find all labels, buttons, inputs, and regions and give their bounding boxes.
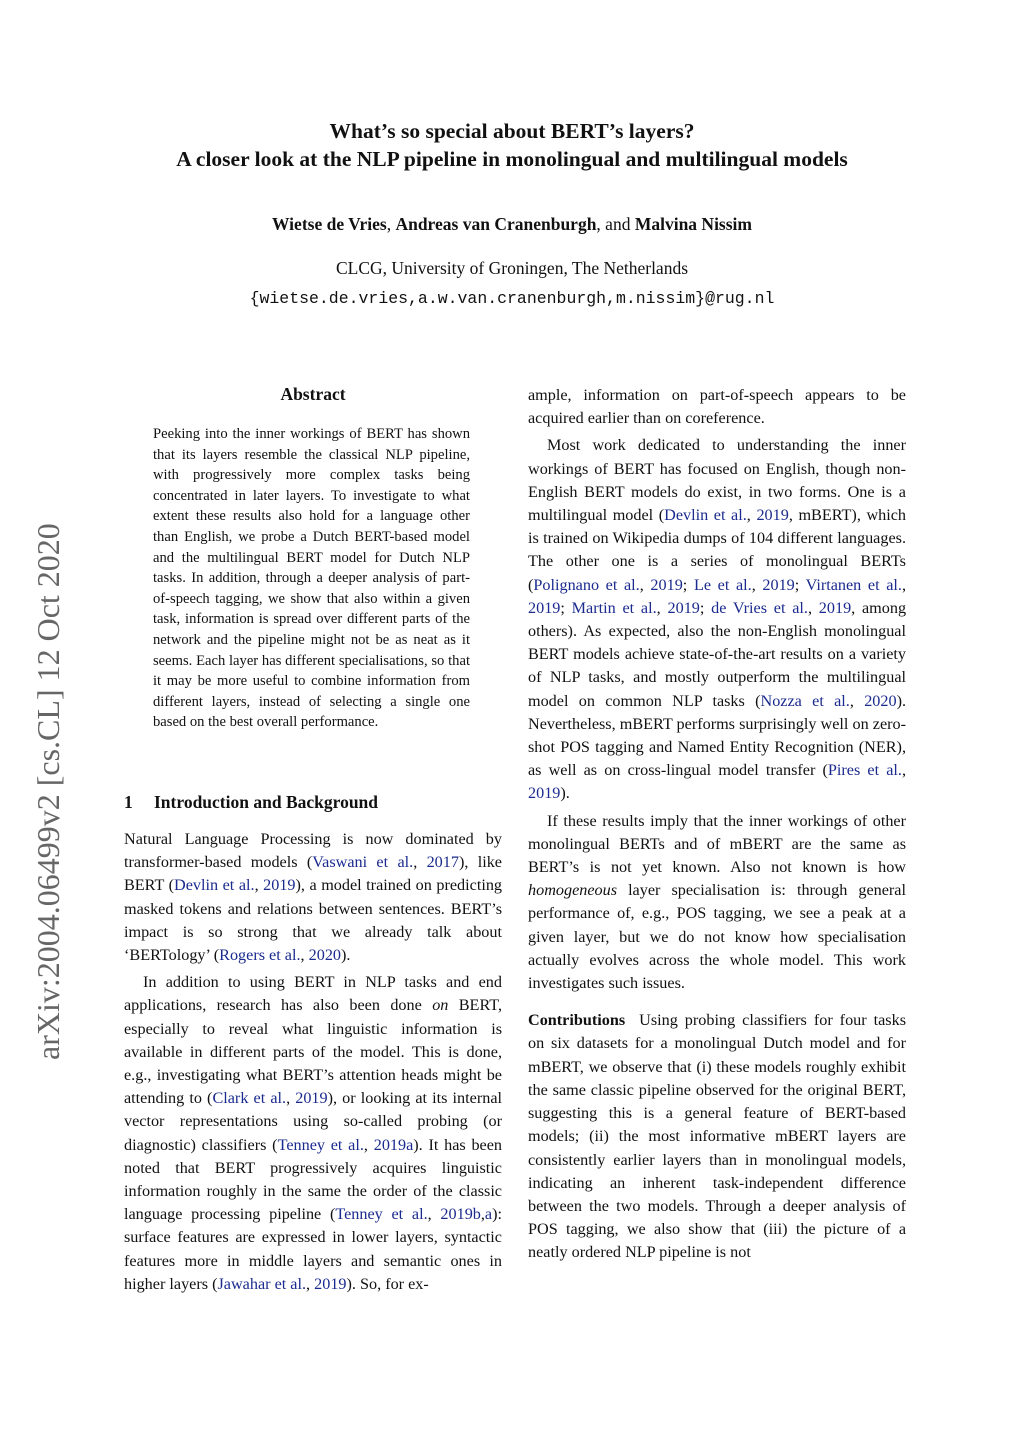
paragraph	[528, 384, 906, 430]
citation-link[interactable]: Tenney et al.	[335, 1205, 428, 1224]
text-run: , among others). As expected, also the non-English monolingual BERT models achieve state-of-the-art results on a variety of NLP tasks, and mostly outperform the multilingual model on common NLP tasks (	[528, 598, 907, 710]
citation-link[interactable]: Rogers et al.	[219, 946, 301, 965]
left-column	[124, 828, 502, 1300]
citation-link[interactable]: 2019	[650, 575, 683, 594]
citation-link[interactable]: 2019	[818, 598, 852, 617]
paper-title	[0, 117, 1024, 173]
emphasis: on	[432, 996, 449, 1015]
arxiv-identifier: arXiv:2004.06499v2 [cs.CL] 12 Oct 2020	[30, 523, 66, 1060]
text-run: layer specialisation is: through general performance of, e.g., POS tagging, we see a peak at a given layer, but we do not know how specialisation actually evolves across the whole model. This work investigates such issues.	[528, 881, 906, 993]
paragraph	[528, 810, 906, 996]
right-column	[528, 384, 906, 1269]
citation-link[interactable]: Nozza et al.	[760, 691, 850, 710]
text-run: ,	[427, 1205, 441, 1224]
citation-link[interactable]: 2019	[263, 876, 296, 895]
affiliation: CLCG, University of Groningen, The Netherlands	[335, 258, 689, 278]
title-line-2: A closer look at the NLP pipeline in monolingual and multilingual models	[176, 147, 848, 171]
text-run: ,	[300, 946, 309, 965]
citation-link[interactable]: Polignano et al.	[533, 575, 640, 594]
text-run: ;	[682, 575, 694, 594]
paragraph	[528, 434, 906, 805]
citation-link[interactable]: 2019	[528, 784, 561, 803]
text-run: ,	[639, 575, 651, 594]
text-run: ,	[306, 1274, 315, 1293]
text-run: ;	[560, 598, 572, 617]
paragraph	[124, 828, 502, 967]
text-run: ). Nevertheless, mBERT performs surprisingly well on zero-shot POS tagging and Named Entity Recognition (NER), as well as on cross-lingual model transfer (	[528, 691, 907, 780]
text-run: ). It has been noted that BERT progressively acquires linguistic information roughly in the same the order of the classic language processing pipeline (	[124, 1135, 503, 1224]
text-run: ), a model trained on predicting masked tokens and relations between sentences. BERT’s impact is so strong that we already talk about ‘BERTology’ (	[124, 876, 503, 965]
text-run: ), like BERT (	[124, 853, 502, 895]
text-run: ,	[286, 1089, 296, 1108]
text-run: ,	[656, 598, 668, 617]
run-in-heading: Contributions	[528, 1011, 626, 1030]
citation-link[interactable]: Martin et al.	[571, 598, 657, 617]
text-run: ,	[254, 876, 264, 895]
text-run: ample, information on part-of-speech appears to be acquired earlier than on coreference.	[528, 386, 906, 428]
text-run: ,	[413, 853, 427, 872]
section-title: Introduction and Background	[154, 792, 379, 812]
author-1: Wietse de Vries	[272, 214, 387, 234]
text-run: In addition to using BERT in NLP tasks and end applications, research has also been done	[124, 973, 502, 1015]
author-3: Malvina Nissim	[634, 214, 752, 234]
text-run: ).	[341, 946, 351, 965]
text-run: ).	[560, 784, 570, 803]
text-run: ,	[751, 575, 763, 594]
citation-link[interactable]: Clark et al.	[212, 1089, 287, 1108]
text-run: ,	[901, 575, 907, 594]
text-run: ,	[849, 691, 865, 710]
citation-link[interactable]: 2019	[756, 506, 789, 525]
citation-link[interactable]: de Vries et al.	[711, 598, 808, 617]
text-run: ,	[807, 598, 819, 617]
paragraph	[124, 971, 502, 1296]
author-emails: {wietse.de.vries,a.w.van.cranenburgh,m.nissim}@rug.nl	[249, 289, 775, 308]
citation-link[interactable]: Jawahar et al.	[217, 1274, 307, 1293]
citation-link[interactable]: 2019	[314, 1274, 347, 1293]
citation-link[interactable]: Devlin et al.	[174, 876, 255, 895]
text-run: ;	[699, 598, 712, 617]
text-run: Natural Language Processing is now dominated by transformer-based models (	[124, 830, 502, 872]
citation-link[interactable]: 2019b	[440, 1205, 481, 1224]
text-run: ). So, for ex-	[346, 1274, 429, 1293]
section-heading	[124, 790, 502, 814]
text-run: , mBERT), which is trained on Wikipedia dumps of 104 different languages. The other one is a series of monolingual BERTs (	[528, 506, 907, 594]
citation-link[interactable]: 2019a	[373, 1135, 414, 1154]
text-run: ,	[480, 1205, 485, 1224]
author-2: Andreas van Cranenburgh	[395, 214, 597, 234]
citation-link[interactable]: 2020	[864, 691, 897, 710]
text-run: ), or looking at its internal vector representations using so-called probing (or diagnostic) classifiers (	[124, 1089, 502, 1154]
citation-link[interactable]: 2017	[426, 853, 459, 872]
citation-link[interactable]: Vaswani et al.	[312, 853, 414, 872]
text-run: ,	[363, 1135, 374, 1154]
emphasis: homogeneous	[528, 881, 618, 900]
text-run: ,	[746, 506, 757, 525]
author-list	[0, 212, 1024, 236]
citation-link[interactable]: Tenney et al.	[277, 1135, 364, 1154]
citation-link[interactable]: 2019	[667, 598, 700, 617]
text-run: ): surface features are expressed in lower layers, syntactic features more in middle layers and semantic ones in higher layers (	[124, 1205, 502, 1293]
text-run: If these results imply that the inner workings of other monolingual BERTs and of mBERT are the same as BERT’s is not yet known. Also not known is how	[528, 811, 906, 877]
abstract-heading: Abstract	[280, 384, 346, 404]
text-run: Using probing classifiers for four tasks on six datasets for a monolingual Dutch model and for mBERT, we observe that (i) these models roughly exhibit the same classic pipeline observed for the original BERT, suggesting this is a general feature of BERT-based models; (ii) the most informative mBERT layers are consistently earlier layers than in monolingual models, indicating an inherent task-independent difference between the two models. Through a deeper analysis of POS tagging, we also show that (iii) the picture of a neatly ordered NLP pipeline is not	[528, 1011, 906, 1262]
author-separator: , and	[596, 214, 635, 234]
citation-link[interactable]: 2019	[762, 575, 795, 594]
paragraph-contributions	[528, 1009, 906, 1264]
text-run: ,	[901, 761, 906, 780]
citation-link[interactable]: 2019	[295, 1089, 328, 1108]
author-separator: ,	[386, 214, 396, 234]
citation-link[interactable]: 2020	[308, 946, 341, 965]
citation-link[interactable]: a	[484, 1205, 493, 1224]
citation-link[interactable]: 2019	[528, 598, 561, 617]
citation-link[interactable]: Devlin et al.	[664, 506, 747, 525]
title-line-1: What’s so special about BERT’s layers?	[329, 119, 695, 143]
citation-link[interactable]: Virtanen et al.	[805, 575, 902, 594]
citation-link[interactable]: Pires et al.	[827, 761, 902, 780]
citation-link[interactable]: Le et al.	[693, 575, 752, 594]
text-run: ;	[794, 575, 806, 594]
text-run: BERT, especially to reveal what linguistic information is available in different parts of the model. This is done, e.g., investigating what BERT’s attention heads might be attending to (	[124, 996, 503, 1108]
abstract-text: Peeking into the inner workings of BERT has shown that its layers resemble the classical NLP pipeline, with progressively more complex tasks being concentrated in later layers. To investigate to what extent these results also hold for a language other than English, we probe a Dutch BERT-based model and the multilingual BERT model for Dutch NLP tasks. In addition, through a deeper analysis of part-of-speech tagging, we show that also within a given task, information is spread over different parts of the network and the pipeline might not be as neat as it seems. Each layer has different specialisations, so that it may be more useful to combine information from different layers, instead of selecting a single one based on the best overall performance.	[153, 426, 470, 731]
text-run: Most work dedicated to understanding the inner workings of BERT has focused on English, though non-English BERT models do exist, in two forms. One is a multilingual model (	[528, 436, 906, 525]
section-number: 1	[124, 792, 133, 812]
